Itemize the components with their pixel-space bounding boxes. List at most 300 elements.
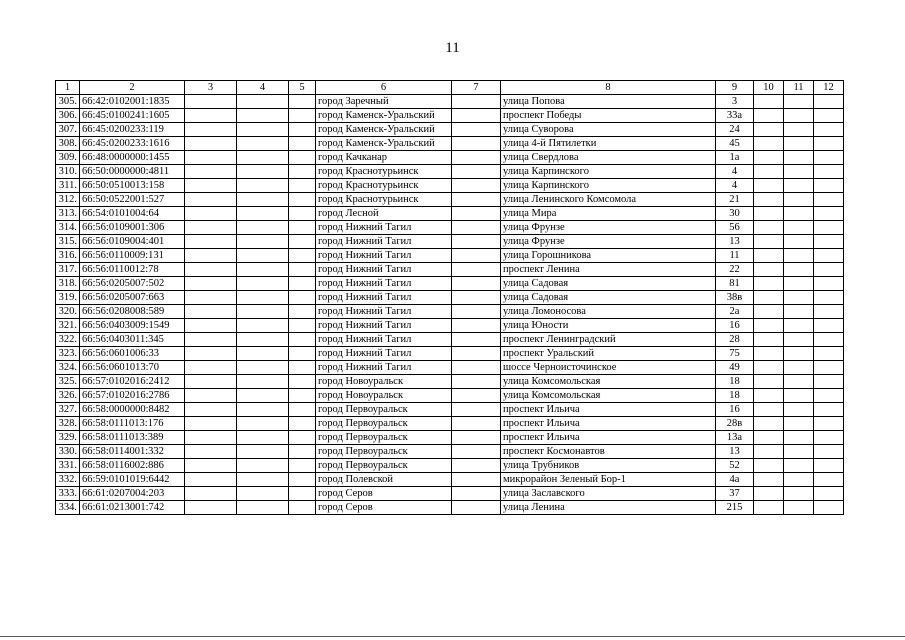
empty-cell	[185, 193, 237, 207]
cadastral-number-cell: 66:42:0102001:1835	[80, 95, 185, 109]
empty-cell	[784, 445, 814, 459]
empty-cell	[452, 137, 501, 151]
empty-cell	[289, 165, 316, 179]
empty-cell	[814, 361, 844, 375]
row-number-cell: 330.	[56, 445, 80, 459]
empty-cell	[237, 95, 289, 109]
empty-cell	[814, 221, 844, 235]
empty-cell	[784, 165, 814, 179]
empty-cell	[452, 333, 501, 347]
empty-cell	[289, 277, 316, 291]
empty-cell	[784, 305, 814, 319]
table-row	[56, 277, 844, 291]
building-cell: 4	[716, 179, 754, 193]
city-cell: город Нижний Тагил	[316, 347, 452, 361]
column-header: 9	[716, 81, 754, 95]
empty-cell	[754, 403, 784, 417]
table-row	[56, 389, 844, 403]
empty-cell	[185, 347, 237, 361]
cadastral-number-cell: 66:58:0111013:389	[80, 431, 185, 445]
empty-cell	[814, 473, 844, 487]
empty-cell	[784, 123, 814, 137]
cadastral-number-cell: 66:58:0114001:332	[80, 445, 185, 459]
empty-cell	[452, 473, 501, 487]
row-number-cell: 323.	[56, 347, 80, 361]
cadastral-number-cell: 66:56:0601013:70	[80, 361, 185, 375]
empty-cell	[185, 179, 237, 193]
city-cell: город Первоуральск	[316, 445, 452, 459]
empty-cell	[814, 123, 844, 137]
empty-cell	[452, 417, 501, 431]
empty-cell	[185, 445, 237, 459]
empty-cell	[237, 501, 289, 515]
city-cell: город Первоуральск	[316, 431, 452, 445]
table-row	[56, 165, 844, 179]
row-number-cell: 329.	[56, 431, 80, 445]
row-number-cell: 317.	[56, 263, 80, 277]
empty-cell	[754, 361, 784, 375]
empty-cell	[452, 375, 501, 389]
street-cell: улица Заславского	[501, 487, 716, 501]
empty-cell	[754, 151, 784, 165]
empty-cell	[289, 249, 316, 263]
registry-table	[55, 80, 844, 515]
empty-cell	[814, 207, 844, 221]
empty-cell	[784, 235, 814, 249]
street-cell: микрорайон Зеленый Бор-1	[501, 473, 716, 487]
empty-cell	[452, 361, 501, 375]
street-cell: проспект Уральский	[501, 347, 716, 361]
column-header: 6	[316, 81, 452, 95]
column-header: 1	[56, 81, 80, 95]
building-cell: 11	[716, 249, 754, 263]
empty-cell	[784, 431, 814, 445]
bottom-rule	[0, 636, 905, 637]
table-row	[56, 501, 844, 515]
empty-cell	[754, 263, 784, 277]
empty-cell	[185, 109, 237, 123]
empty-cell	[289, 291, 316, 305]
row-number-cell: 314.	[56, 221, 80, 235]
empty-cell	[237, 137, 289, 151]
empty-cell	[237, 361, 289, 375]
empty-cell	[784, 333, 814, 347]
empty-cell	[185, 221, 237, 235]
city-cell: город Нижний Тагил	[316, 221, 452, 235]
column-header: 3	[185, 81, 237, 95]
cadastral-number-cell: 66:61:0213001:742	[80, 501, 185, 515]
cadastral-number-cell: 66:57:0102016:2786	[80, 389, 185, 403]
row-number-cell: 325.	[56, 375, 80, 389]
empty-cell	[237, 403, 289, 417]
column-header: 5	[289, 81, 316, 95]
empty-cell	[784, 263, 814, 277]
building-cell: 215	[716, 501, 754, 515]
table-row	[56, 151, 844, 165]
building-cell: 81	[716, 277, 754, 291]
empty-cell	[452, 403, 501, 417]
empty-cell	[452, 319, 501, 333]
table-row	[56, 221, 844, 235]
row-number-cell: 311.	[56, 179, 80, 193]
cadastral-number-cell: 66:58:0111013:176	[80, 417, 185, 431]
city-cell: город Нижний Тагил	[316, 291, 452, 305]
city-cell: город Краснотурьинск	[316, 193, 452, 207]
empty-cell	[289, 123, 316, 137]
empty-cell	[289, 179, 316, 193]
empty-cell	[237, 459, 289, 473]
cadastral-number-cell: 66:56:0205007:663	[80, 291, 185, 305]
empty-cell	[754, 291, 784, 305]
street-cell: улица Суворова	[501, 123, 716, 137]
empty-cell	[237, 151, 289, 165]
street-cell: улица Фрунзе	[501, 235, 716, 249]
cadastral-number-cell: 66:56:0208008:589	[80, 305, 185, 319]
empty-cell	[185, 207, 237, 221]
empty-cell	[784, 207, 814, 221]
row-number-cell: 308.	[56, 137, 80, 151]
cadastral-number-cell: 66:50:0000000:4811	[80, 165, 185, 179]
empty-cell	[185, 501, 237, 515]
city-cell: город Нижний Тагил	[316, 333, 452, 347]
empty-cell	[754, 207, 784, 221]
row-number-cell: 328.	[56, 417, 80, 431]
empty-cell	[814, 305, 844, 319]
empty-cell	[784, 375, 814, 389]
cadastral-number-cell: 66:56:0403011:345	[80, 333, 185, 347]
row-number-cell: 322.	[56, 333, 80, 347]
empty-cell	[185, 165, 237, 179]
empty-cell	[754, 333, 784, 347]
empty-cell	[754, 445, 784, 459]
empty-cell	[814, 403, 844, 417]
building-cell: 33а	[716, 109, 754, 123]
column-header: 11	[784, 81, 814, 95]
city-cell: город Нижний Тагил	[316, 249, 452, 263]
empty-cell	[814, 389, 844, 403]
empty-cell	[237, 291, 289, 305]
empty-cell	[784, 459, 814, 473]
empty-cell	[237, 389, 289, 403]
street-cell: проспект Ильича	[501, 403, 716, 417]
empty-cell	[185, 305, 237, 319]
table-row	[56, 123, 844, 137]
row-number-cell: 306.	[56, 109, 80, 123]
building-cell: 75	[716, 347, 754, 361]
cadastral-number-cell: 66:45:0100241:1605	[80, 109, 185, 123]
empty-cell	[754, 277, 784, 291]
empty-cell	[814, 459, 844, 473]
city-cell: город Лесной	[316, 207, 452, 221]
building-cell: 16	[716, 403, 754, 417]
street-cell: улица Фрунзе	[501, 221, 716, 235]
empty-cell	[814, 151, 844, 165]
street-cell: улица Карпинского	[501, 179, 716, 193]
empty-cell	[237, 221, 289, 235]
city-cell: город Каменск-Уральский	[316, 137, 452, 151]
empty-cell	[185, 375, 237, 389]
row-number-cell: 324.	[56, 361, 80, 375]
row-number-cell: 305.	[56, 95, 80, 109]
empty-cell	[237, 473, 289, 487]
empty-cell	[289, 487, 316, 501]
empty-cell	[784, 487, 814, 501]
table-row	[56, 459, 844, 473]
street-cell: улица Комсомольская	[501, 389, 716, 403]
empty-cell	[814, 291, 844, 305]
empty-cell	[754, 473, 784, 487]
street-cell: улица 4-й Пятилетки	[501, 137, 716, 151]
empty-cell	[814, 137, 844, 151]
cadastral-number-cell: 66:61:0207004:203	[80, 487, 185, 501]
empty-cell	[289, 305, 316, 319]
column-header: 4	[237, 81, 289, 95]
empty-cell	[814, 319, 844, 333]
empty-cell	[289, 417, 316, 431]
street-cell: улица Карпинского	[501, 165, 716, 179]
building-cell: 52	[716, 459, 754, 473]
empty-cell	[754, 375, 784, 389]
building-cell: 22	[716, 263, 754, 277]
table-row	[56, 445, 844, 459]
street-cell: проспект Ленинградский	[501, 333, 716, 347]
empty-cell	[754, 487, 784, 501]
page-number: 11	[445, 40, 460, 56]
building-cell: 18	[716, 375, 754, 389]
empty-cell	[814, 375, 844, 389]
empty-cell	[754, 347, 784, 361]
street-cell: улица Ленинского Комсомола	[501, 193, 716, 207]
empty-cell	[784, 137, 814, 151]
column-header: 10	[754, 81, 784, 95]
empty-cell	[754, 459, 784, 473]
empty-cell	[185, 417, 237, 431]
cadastral-number-cell: 66:58:0000000:8482	[80, 403, 185, 417]
street-cell: улица Садовая	[501, 291, 716, 305]
empty-cell	[452, 487, 501, 501]
city-cell: город Краснотурьинск	[316, 165, 452, 179]
table-row	[56, 179, 844, 193]
city-cell: город Полевской	[316, 473, 452, 487]
empty-cell	[754, 417, 784, 431]
empty-cell	[185, 123, 237, 137]
empty-cell	[754, 165, 784, 179]
empty-cell	[185, 95, 237, 109]
empty-cell	[784, 277, 814, 291]
empty-cell	[289, 459, 316, 473]
table-row	[56, 235, 844, 249]
empty-cell	[185, 263, 237, 277]
city-cell: город Качканар	[316, 151, 452, 165]
street-cell: улица Садовая	[501, 277, 716, 291]
city-cell: город Новоуральск	[316, 389, 452, 403]
empty-cell	[289, 501, 316, 515]
empty-cell	[784, 193, 814, 207]
empty-cell	[754, 221, 784, 235]
empty-cell	[814, 333, 844, 347]
empty-cell	[814, 109, 844, 123]
city-cell: город Нижний Тагил	[316, 361, 452, 375]
empty-cell	[185, 431, 237, 445]
empty-cell	[814, 487, 844, 501]
empty-cell	[784, 501, 814, 515]
empty-cell	[754, 235, 784, 249]
empty-cell	[784, 151, 814, 165]
empty-cell	[185, 361, 237, 375]
empty-cell	[185, 151, 237, 165]
empty-cell	[289, 361, 316, 375]
empty-cell	[237, 207, 289, 221]
table-row	[56, 347, 844, 361]
row-number-cell: 334.	[56, 501, 80, 515]
empty-cell	[784, 417, 814, 431]
empty-cell	[814, 235, 844, 249]
empty-cell	[452, 165, 501, 179]
empty-cell	[814, 95, 844, 109]
street-cell: проспект Ленина	[501, 263, 716, 277]
table-row	[56, 263, 844, 277]
empty-cell	[237, 375, 289, 389]
empty-cell	[289, 445, 316, 459]
empty-cell	[237, 445, 289, 459]
header-row	[56, 81, 844, 95]
empty-cell	[452, 207, 501, 221]
building-cell: 24	[716, 123, 754, 137]
empty-cell	[754, 501, 784, 515]
row-number-cell: 321.	[56, 319, 80, 333]
empty-cell	[237, 417, 289, 431]
cadastral-number-cell: 66:54:0101004:64	[80, 207, 185, 221]
empty-cell	[784, 389, 814, 403]
building-cell: 16	[716, 319, 754, 333]
table-row	[56, 95, 844, 109]
empty-cell	[814, 445, 844, 459]
building-cell: 1а	[716, 151, 754, 165]
cadastral-number-cell: 66:56:0601006:33	[80, 347, 185, 361]
empty-cell	[289, 151, 316, 165]
empty-cell	[754, 431, 784, 445]
empty-cell	[814, 501, 844, 515]
empty-cell	[289, 347, 316, 361]
empty-cell	[289, 137, 316, 151]
empty-cell	[754, 193, 784, 207]
table-row	[56, 249, 844, 263]
street-cell: проспект Победы	[501, 109, 716, 123]
row-number-cell: 313.	[56, 207, 80, 221]
table-row	[56, 361, 844, 375]
empty-cell	[237, 123, 289, 137]
cadastral-number-cell: 66:56:0110009:131	[80, 249, 185, 263]
empty-cell	[289, 333, 316, 347]
column-header: 12	[814, 81, 844, 95]
street-cell: улица Мира	[501, 207, 716, 221]
street-cell: проспект Ильича	[501, 431, 716, 445]
street-cell: улица Комсомольская	[501, 375, 716, 389]
empty-cell	[237, 319, 289, 333]
building-cell: 56	[716, 221, 754, 235]
street-cell: проспект Ильича	[501, 417, 716, 431]
empty-cell	[754, 137, 784, 151]
table-row	[56, 403, 844, 417]
table-row	[56, 193, 844, 207]
row-number-cell: 320.	[56, 305, 80, 319]
building-cell: 45	[716, 137, 754, 151]
building-cell: 49	[716, 361, 754, 375]
empty-cell	[185, 403, 237, 417]
empty-cell	[237, 305, 289, 319]
row-number-cell: 309.	[56, 151, 80, 165]
empty-cell	[452, 347, 501, 361]
empty-cell	[452, 235, 501, 249]
city-cell: город Нижний Тагил	[316, 277, 452, 291]
empty-cell	[814, 277, 844, 291]
empty-cell	[237, 193, 289, 207]
empty-cell	[289, 109, 316, 123]
empty-cell	[452, 277, 501, 291]
empty-cell	[814, 347, 844, 361]
empty-cell	[452, 431, 501, 445]
empty-cell	[754, 319, 784, 333]
empty-cell	[452, 221, 501, 235]
empty-cell	[237, 109, 289, 123]
empty-cell	[289, 403, 316, 417]
empty-cell	[289, 375, 316, 389]
empty-cell	[814, 249, 844, 263]
cadastral-number-cell: 66:56:0205007:502	[80, 277, 185, 291]
table-row	[56, 319, 844, 333]
empty-cell	[452, 459, 501, 473]
column-header: 8	[501, 81, 716, 95]
empty-cell	[784, 319, 814, 333]
empty-cell	[185, 249, 237, 263]
city-cell: город Серов	[316, 487, 452, 501]
building-cell: 21	[716, 193, 754, 207]
row-number-cell: 332.	[56, 473, 80, 487]
city-cell: город Первоуральск	[316, 403, 452, 417]
building-cell: 28в	[716, 417, 754, 431]
empty-cell	[784, 179, 814, 193]
building-cell: 30	[716, 207, 754, 221]
empty-cell	[237, 431, 289, 445]
city-cell: город Краснотурьинск	[316, 179, 452, 193]
empty-cell	[237, 347, 289, 361]
table-row	[56, 207, 844, 221]
empty-cell	[784, 249, 814, 263]
building-cell: 28	[716, 333, 754, 347]
street-cell: улица Юности	[501, 319, 716, 333]
table-row	[56, 333, 844, 347]
cadastral-number-cell: 66:56:0109001:306	[80, 221, 185, 235]
empty-cell	[452, 151, 501, 165]
empty-cell	[754, 389, 784, 403]
empty-cell	[237, 165, 289, 179]
empty-cell	[814, 165, 844, 179]
empty-cell	[784, 473, 814, 487]
empty-cell	[754, 249, 784, 263]
cadastral-number-cell: 66:57:0102016:2412	[80, 375, 185, 389]
column-header: 2	[80, 81, 185, 95]
empty-cell	[185, 291, 237, 305]
building-cell: 4	[716, 165, 754, 179]
empty-cell	[289, 235, 316, 249]
street-cell: шоссе Черноисточинское	[501, 361, 716, 375]
empty-cell	[289, 431, 316, 445]
row-number-cell: 310.	[56, 165, 80, 179]
building-cell: 18	[716, 389, 754, 403]
empty-cell	[452, 179, 501, 193]
cadastral-number-cell: 66:58:0116002:886	[80, 459, 185, 473]
empty-cell	[185, 277, 237, 291]
